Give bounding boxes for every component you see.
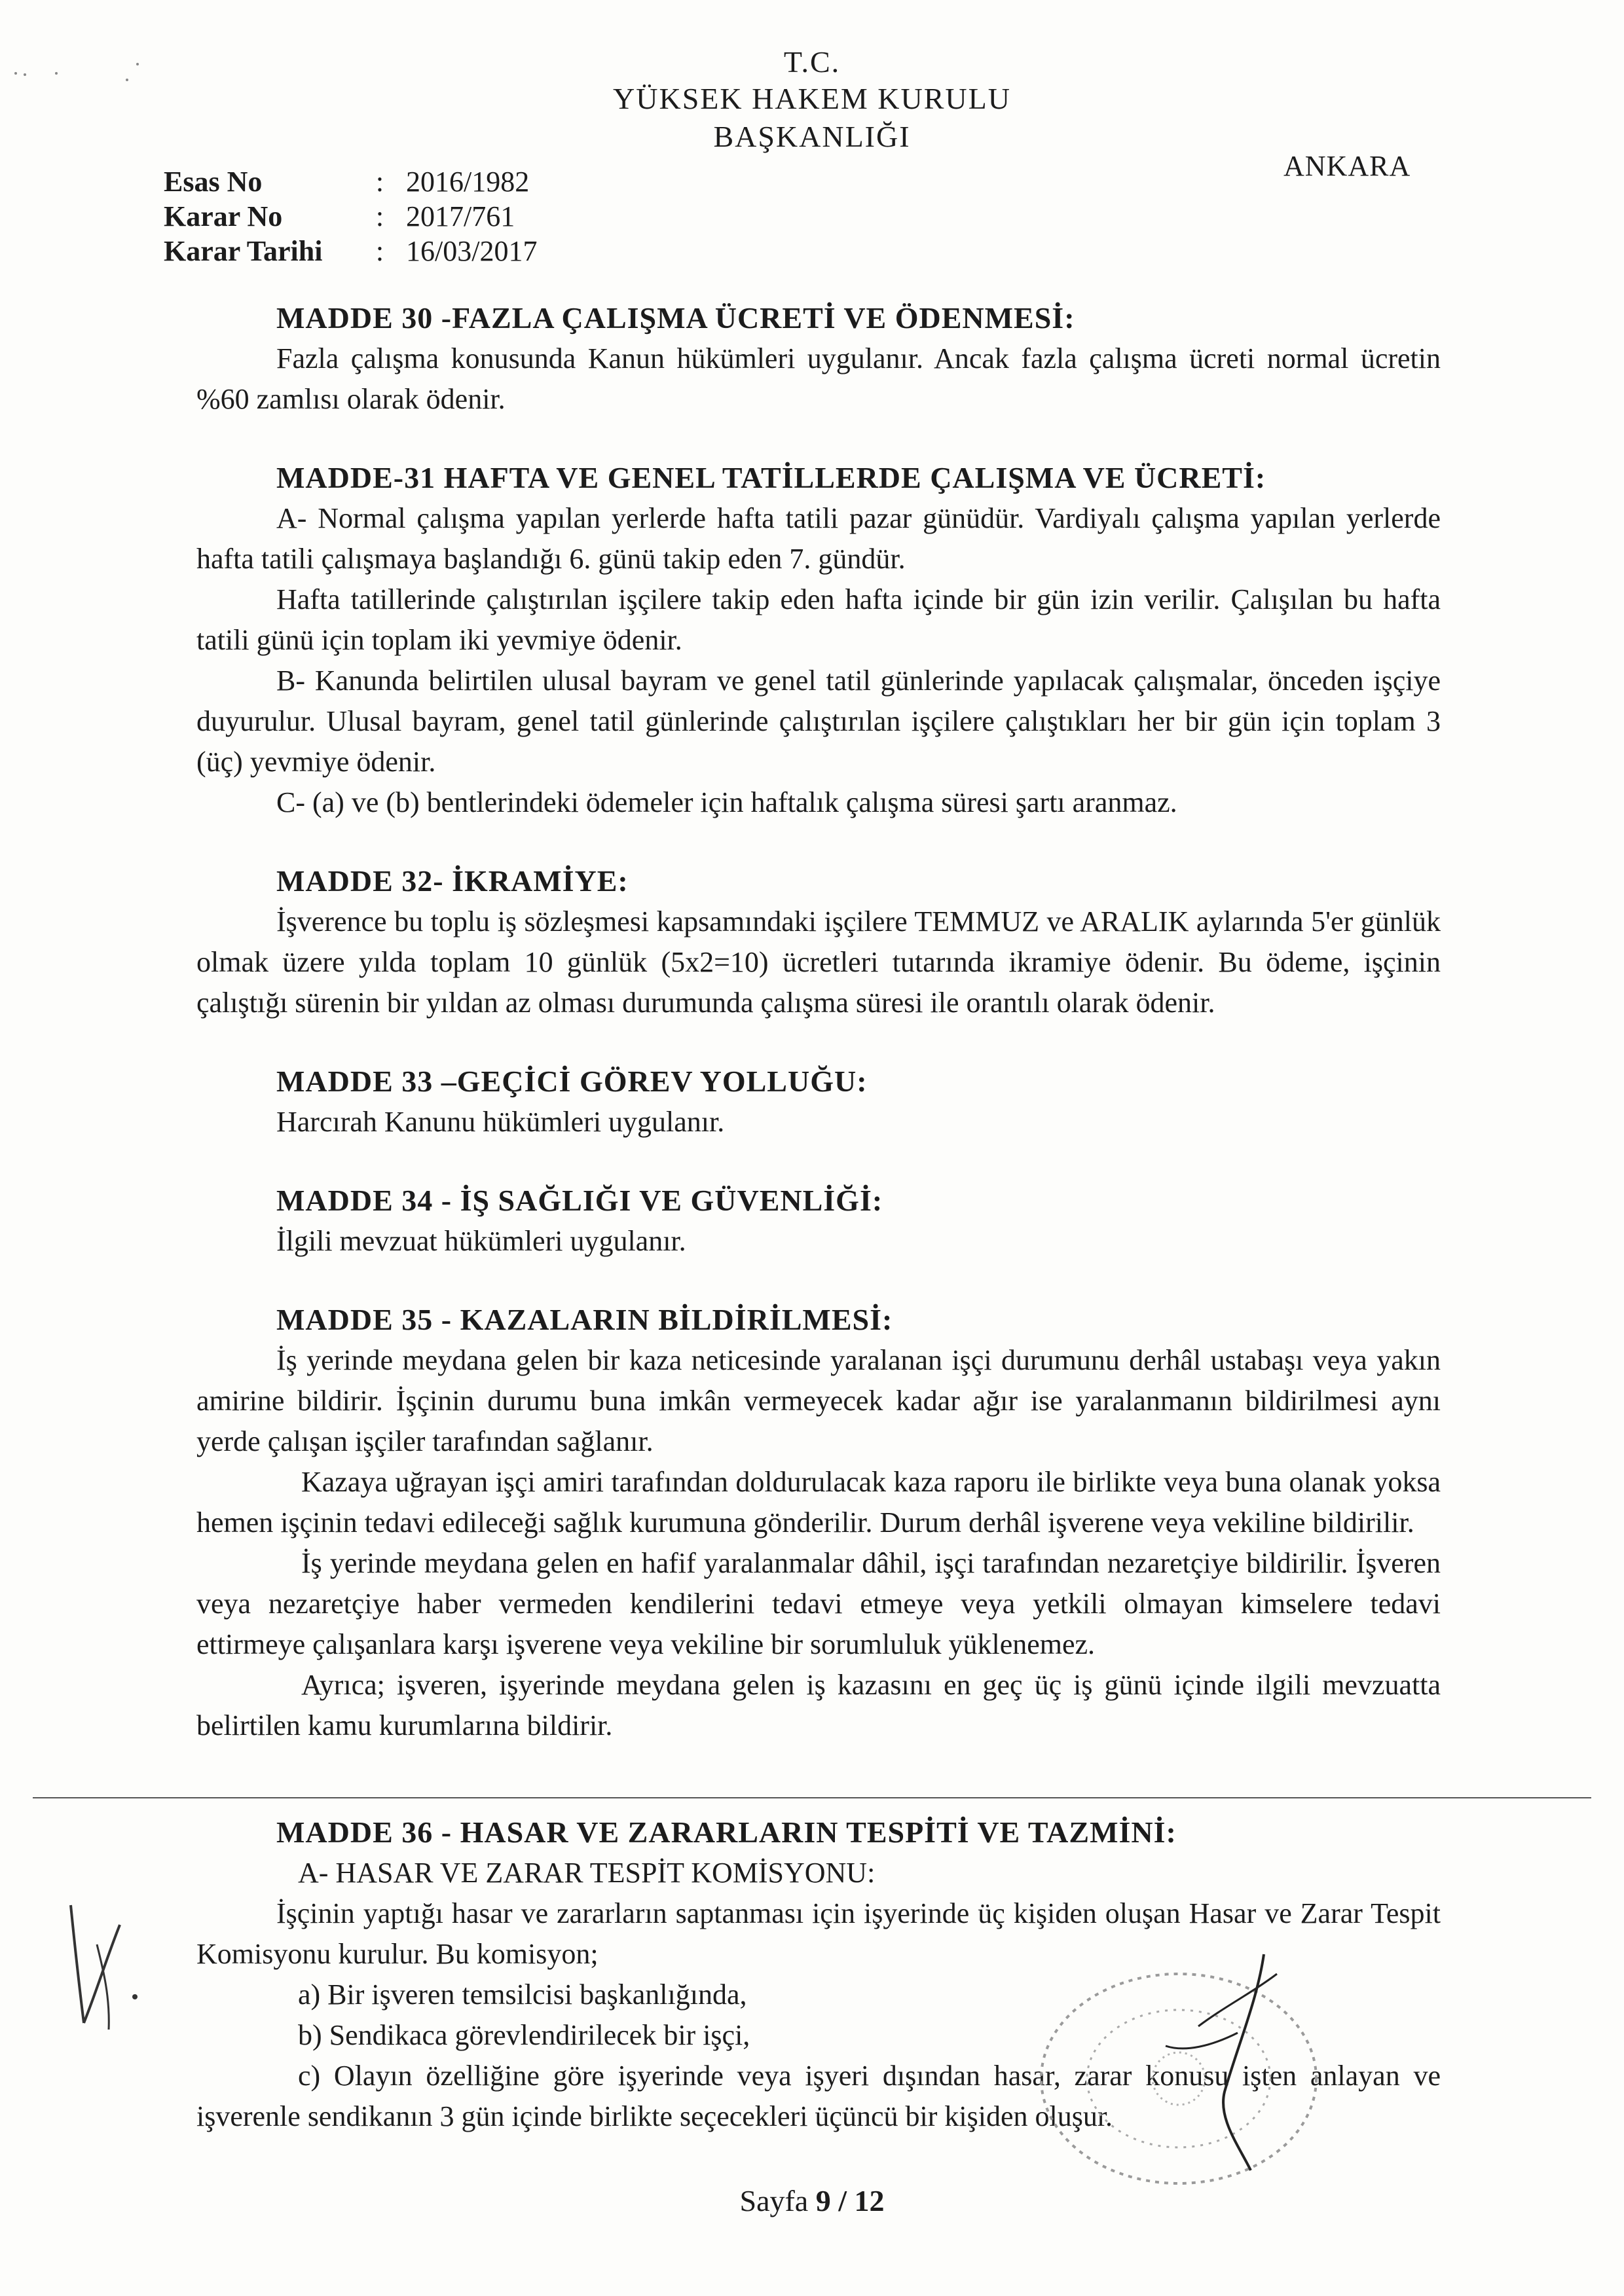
article-title: MADDE 32- İKRAMİYE: bbox=[276, 864, 629, 898]
meta-label: Karar Tarihi bbox=[164, 235, 323, 267]
meta-value: 16/03/2017 bbox=[406, 235, 538, 267]
article-paragraph: C- (a) ve (b) bentlerindeki ödemeler için haftalık çalışma süresi şartı aranmaz. bbox=[276, 786, 1177, 818]
header-tc: T.C. bbox=[783, 45, 841, 79]
article-paragraph: İşçinin yaptığı hasar ve zararların saptanması için işyerinde üç kişiden oluşan Hasar ve Zarar Tespit Komisyonu kurulur. Bu komisyon; bbox=[196, 1897, 1441, 1970]
article-subtitle: A- HASAR VE ZARAR TESPİT KOMİSYONU: bbox=[298, 1857, 876, 1889]
document-body bbox=[196, 298, 1441, 1746]
meta-value: 2017/761 bbox=[406, 200, 515, 232]
article-34 bbox=[196, 1180, 1441, 1262]
article-paragraph: İşverence bu toplu iş sözleşmesi kapsamındaki işçilere TEMMUZ ve ARALIK aylarında 5'er günlük olmak üzere yılda toplam 10 günlük (5x2=10) ücretleri tutarında ikramiye ödenir. Bu ödeme, işçinin çalıştığı sürenin bir yıldan az olması durumunda çalışma süresi ile orantılı olarak ödenir. bbox=[196, 905, 1441, 1019]
article-paragraph: Hafta tatillerinde çalıştırılan işçilere takip eden hafta içinde bir gün izin verilir. Çalışılan bu hafta tatili günü için toplam iki yevmiye ödenir. bbox=[196, 583, 1441, 656]
article-title: MADDE-31 HAFTA VE GENEL TATİLLERDE ÇALIŞMA VE ÜCRETİ: bbox=[276, 461, 1266, 494]
list-item: a) Bir işveren temsilcisi başkanlığında, bbox=[298, 1978, 747, 2011]
article-paragraph: Harcırah Kanunu hükümleri uygulanır. bbox=[276, 1106, 725, 1138]
page-number-value: 9 / 12 bbox=[815, 2184, 885, 2217]
header-department: BAŞKANLIĞI bbox=[713, 120, 911, 153]
meta-label: Karar No bbox=[164, 200, 283, 232]
article-paragraph: İş yerinde meydana gelen bir kaza neticesinde yaralanan işçi durumunu derhâl ustabaşı veya yakın amirine bildirir. İşçinin durumu buna imkân vermeyecek kadar ağır ise yaralanmanın bildirilmesi aynı yerde çalışan işçiler tarafından sağlanır. bbox=[196, 1344, 1441, 1457]
article-31 bbox=[196, 458, 1441, 823]
article-32 bbox=[196, 861, 1441, 1023]
handwritten-initials bbox=[58, 1899, 149, 2046]
article-paragraph: Ayrıca; işveren, işyerinde meydana gelen iş kazasını en geç üç iş günü içinde ilgili mevzuatta belirtilen kamu kurumlarına bildirir. bbox=[196, 1669, 1441, 1741]
article-33 bbox=[196, 1061, 1441, 1142]
header-city: ANKARA bbox=[1283, 150, 1411, 182]
article-paragraph: İlgili mevzuat hükümleri uygulanır. bbox=[276, 1225, 686, 1257]
meta-label: Esas No bbox=[164, 166, 263, 198]
article-paragraph: Kazaya uğrayan işçi amiri tarafından doldurulacak kaza raporu ile birlikte veya buna olanak yoksa hemen işçinin tedavi edileceği sağlık kurumuna gönderilir. Durum derhâl işverene veya vekiline bildirilir. bbox=[196, 1466, 1441, 1539]
list-item: c) Olayın özelliğine göre işyerinde veya işyeri dışından hasar, zarar konusu işten anlayan ve işverenle sendikanın 3 gün içinde birlikte seçecekleri üçüncü bir kişiden oluşur. bbox=[196, 2060, 1441, 2132]
meta-row-esas: Esas No : 2016/1982 bbox=[164, 166, 530, 198]
article-35 bbox=[196, 1300, 1441, 1746]
header-institution: YÜKSEK HAKEM KURULU bbox=[613, 82, 1011, 115]
page-number bbox=[0, 2183, 1624, 2218]
article-title: MADDE 33 –GEÇİCİ GÖREV YOLLUĞU: bbox=[276, 1065, 868, 1098]
list-item: b) Sendikaca görevlendirilecek bir işçi, bbox=[298, 2019, 750, 2051]
article-title: MADDE 35 - KAZALARIN BİLDİRİLMESİ: bbox=[276, 1303, 893, 1336]
meta-row-tarih: Karar Tarihi : 16/03/2017 bbox=[164, 235, 538, 267]
article-title: MADDE 36 - HASAR VE ZARARLARIN TESPİTİ VE TAZMİNİ: bbox=[276, 1815, 1177, 1849]
meta-row-karar: Karar No : 2017/761 bbox=[164, 200, 515, 232]
official-seal-and-signature bbox=[1002, 1948, 1369, 2200]
article-paragraph: Fazla çalışma konusunda Kanun hükümleri uygulanır. Ancak fazla çalışma ücreti normal ücretin %60 zamlısı olarak ödenir. bbox=[196, 342, 1441, 415]
meta-value: 2016/1982 bbox=[406, 166, 530, 198]
article-title: MADDE 30 -FAZLA ÇALIŞMA ÜCRETİ VE ÖDENMESİ: bbox=[276, 301, 1075, 335]
article-paragraph: İş yerinde meydana gelen en hafif yaralanmalar dâhil, işçi tarafından nezaretçiye bildirilir. İşveren veya nezaretçiye haber vermeden kendilerini tedavi etmeye veya yetkili olmayan kimselere tedavi ettirmeye çalışanlara karşı işverene veya vekiline bir sorumluluk yüklenemez. bbox=[196, 1547, 1441, 1660]
page-number-prefix: Sayfa bbox=[739, 2184, 816, 2217]
article-paragraph: A- Normal çalışma yapılan yerlerde hafta tatili pazar günüdür. Vardiyalı çalışma yapılan yerlerde hafta tatili çalışmaya başlandığı 6. günü takip eden 7. gündür. bbox=[196, 502, 1441, 575]
article-title: MADDE 34 - İŞ SAĞLIĞI VE GÜVENLİĞİ: bbox=[276, 1184, 883, 1217]
article-30 bbox=[196, 298, 1441, 420]
article-paragraph: B- Kanunda belirtilen ulusal bayram ve genel tatil günlerinde yapılacak çalışmalar, önceden işçiye duyurulur. Ulusal bayram, genel tatil günlerinde çalıştırılan işçilere çalıştıkları her bir gün için toplam 3 (üç) yevmiye ödenir. bbox=[196, 665, 1441, 778]
section-divider bbox=[33, 1797, 1591, 1798]
